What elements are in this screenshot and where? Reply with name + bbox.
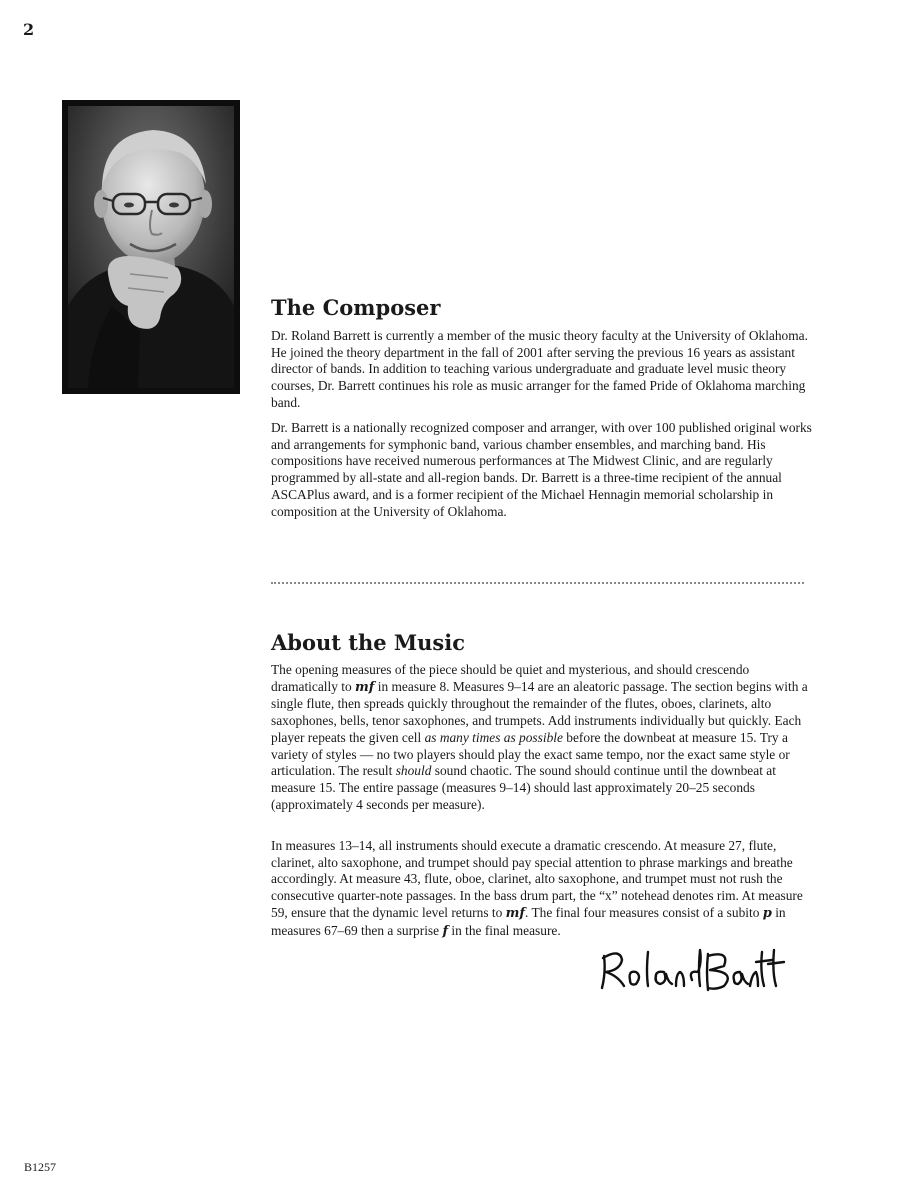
dynamic-p: p: [762, 905, 772, 921]
section-divider: [271, 582, 804, 584]
text-run: sound chaotic. The sound should continue until the downbeat at measure 15. The entire passage (measures 9–14) should last approximately 20–25 seconds (approximately 4 seconds per measure).: [271, 763, 776, 812]
composer-portrait: [62, 100, 240, 394]
text-run: in measure 8. Measures 9–14 are an aleatoric passage. The section begins with a single flute, then spreads quickly throughout the remainder of the flutes, oboes, clarinets, alto saxophones, bells, tenor saxophones, and trumpets. Add instruments individually but quickly. Each player repeats the given cell: [271, 678, 808, 745]
composer-paragraph-1: Dr. Roland Barrett is currently a member of the music theory faculty at the University of Oklahoma. He joined the theory department in the fall of 2001 after serving the previous 16 years as assistant director of bands. In addition to teaching various undergraduate and graduate level music theory courses, Dr. Barrett continues his role as music arranger for the famed Pride of Oklahoma marching band.: [271, 328, 808, 410]
music-paragraph-2: [271, 838, 816, 940]
page-number: 2: [23, 20, 35, 39]
text-run: before the downbeat at measure 15. Try a variety of styles — no two players should play the exact same tempo, nor the exact same style or articulation. The result: [271, 729, 790, 779]
text-run: In measures 13–14, all instruments should execute a dramatic crescendo. At measure 27, flute, clarinet, alto saxophone, and trumpet should pay special attention to phrase markings and breathe accordingly. At measure 43, flute, oboe, clarinet, alto saxophone, and trumpet must not rush the consecutive quarter-note passages. In the bass drum part, the “x” notehead denotes rim. At measure 59, ensure that the dynamic level returns to: [271, 838, 803, 920]
emphasis: should: [395, 763, 432, 779]
dynamic-f: f: [442, 923, 449, 939]
dynamic-mf: mf: [505, 905, 525, 921]
portrait-photo: [68, 106, 234, 388]
music-paragraph-1: [271, 662, 816, 813]
text-run: in the final measure.: [448, 922, 561, 938]
emphasis: as many times as possible: [424, 729, 563, 745]
composer-signature: [596, 942, 786, 998]
music-heading: About the Music: [271, 630, 466, 655]
text-run: . The final four measures consist of a subito: [525, 904, 763, 920]
text-run: The opening measures of the piece should be quiet and mysterious, and should crescendo dramatically to: [271, 662, 750, 694]
dynamic-mf: mf: [355, 679, 375, 695]
composer-heading: The Composer: [271, 295, 441, 320]
composer-paragraph-2: Dr. Barrett is a nationally recognized composer and arranger, with over 100 published original works and arrangements for symphonic band, various chamber ensembles, and marching band. His compositions have received numerous performances at The Midwest Clinic, and are regularly programmed by all-state and all-region bands. Dr. Barrett is a three-time recipient of the annual ASCAPlus award, and is a former recipient of the Michael Hennagin memorial scholarship in composition at the University of Oklahoma.: [271, 420, 812, 519]
publication-code: B1257: [24, 1160, 57, 1174]
text-run: in measures 67–69 then a surprise: [271, 904, 786, 938]
